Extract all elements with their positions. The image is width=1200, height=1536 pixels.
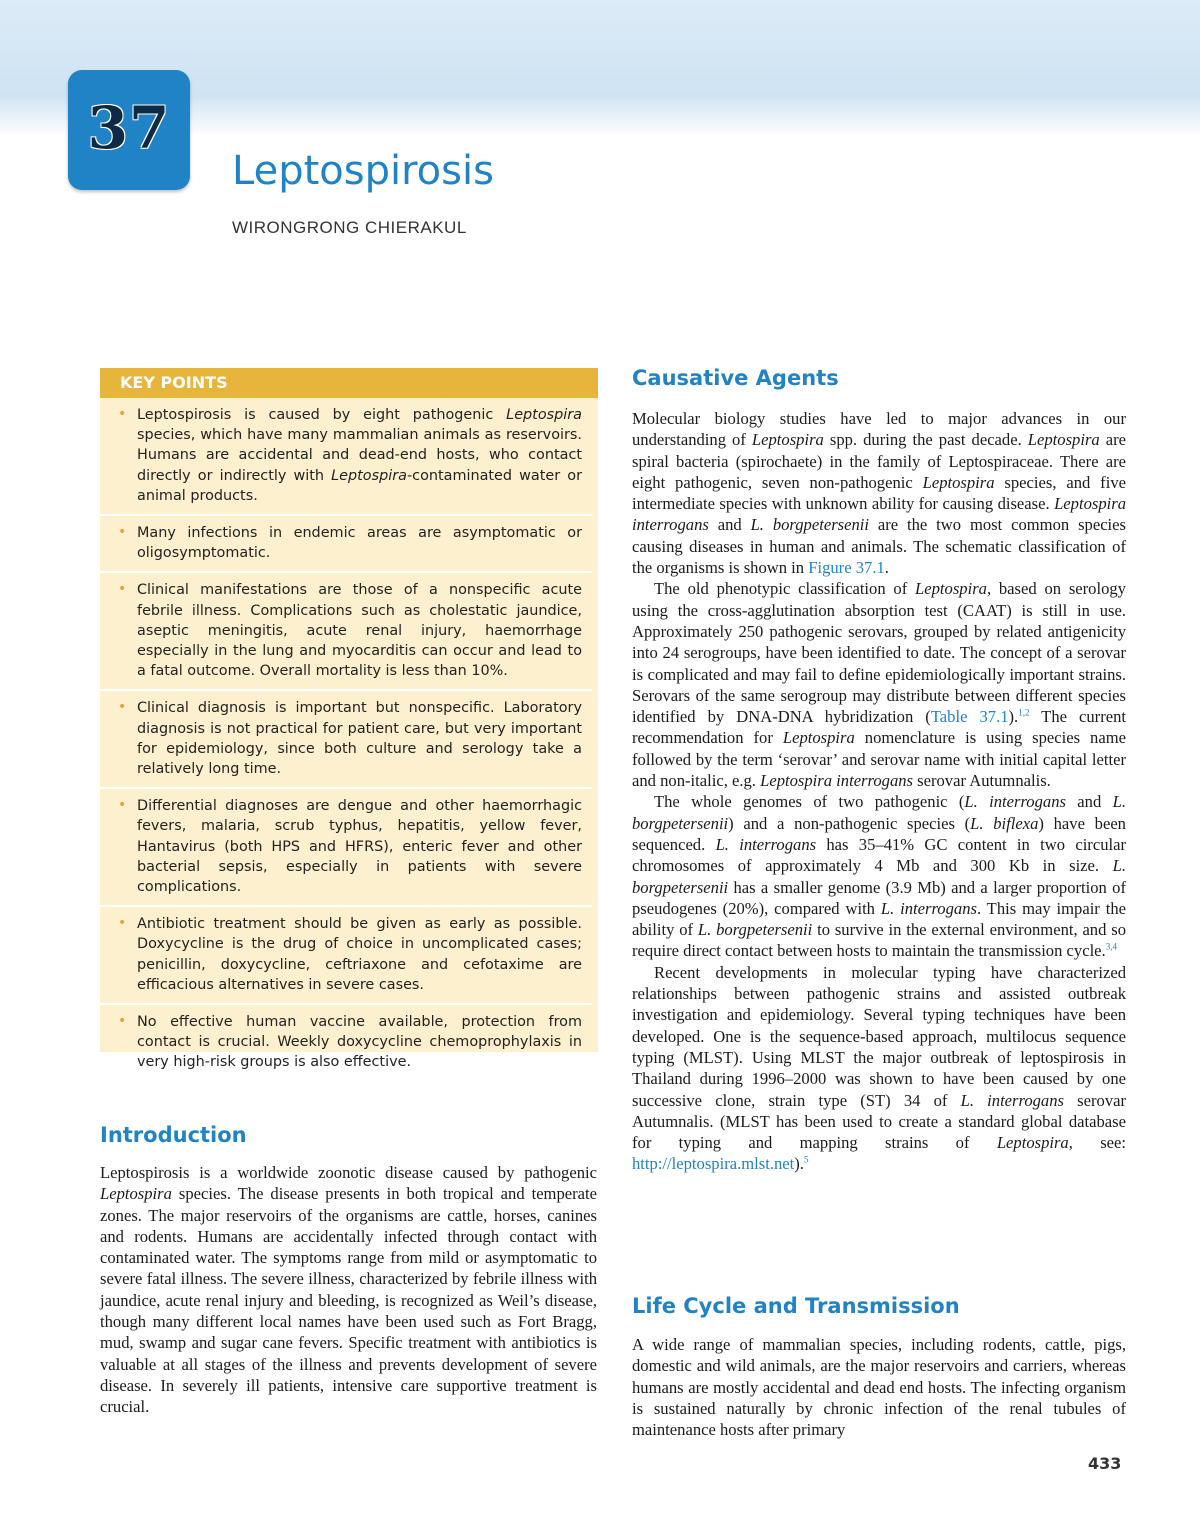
italic-term: L. borgpetersenii (750, 515, 869, 535)
italic-term: Leptospira (922, 472, 995, 492)
italic-term: Leptospira (782, 728, 855, 748)
paragraph: Recent developments in molecular typing have characterized relationships between pathogenic strains and assisted outbreak investigation and epidemiology. Several typing techniques have been developed. One is the sequence-based approach, multilocus sequence typing (MLST). Using MLST the major outbreak of leptospirosis in Thailand during 1996–2000 was shown to have been caused by one successive clone, strain type (ST) 34 of L. interrogans serovar Autumnalis. (MLST has been used to create a standard global database for typing and mapping strains of Leptospira, see: http://leptospira.mlst.net).$^5$ (632, 962, 1127, 1174)
introduction-heading: Introduction (100, 1123, 247, 1147)
key-point-item: • Clinical diagnosis is important but nonspecific. Laboratory diagnosis is not practical for patient care, but very important for epidemiology, since both culture and serology take a relatively long time. (100, 691, 592, 789)
italic-term: Leptospira (915, 579, 987, 599)
cross-reference-link[interactable]: http://leptospira.mlst.net (632, 1154, 795, 1174)
key-points-box (100, 368, 598, 1071)
key-points-heading: KEY POINTS (100, 368, 598, 398)
italic-term: L. interrogans (960, 1090, 1064, 1110)
bullet-icon: • (118, 524, 127, 541)
bullet-icon: • (118, 797, 127, 814)
bullet-icon: • (118, 1013, 127, 1030)
italic-term: L. interrogans (964, 792, 1066, 812)
italic-term: L. interrogans (715, 834, 817, 854)
italic-term: Leptospira (331, 467, 407, 484)
life-cycle-body (632, 1334, 1126, 1440)
causative-agents-heading: Causative Agents (632, 366, 839, 390)
cross-reference-link[interactable]: Table 37.1 (930, 707, 1009, 727)
key-point-item: • Clinical manifestations are those of a nonspecific acute febrile illness. Complications such as cholestatic jaundice, aseptic meningitis, acute renal injury, haemorrhage especially in the lung and myocarditis can occur and lead to a fatal outcome. Overall mortality is less than 10%. (100, 573, 592, 691)
bullet-icon: • (118, 581, 127, 598)
italic-term: L. biflexa (970, 813, 1039, 833)
bullet-icon: • (118, 406, 127, 422)
italic-term: Leptospira interrogans (760, 771, 914, 791)
key-point-item: • Differential diagnoses are dengue and other haemorrhagic fevers, malaria, scrub typhus, hepatitis, yellow fever, Hantavirus (both HPS and HFRS), enteric fever and other bacterial sepsis, especially in patients with severe complications. (100, 789, 592, 907)
key-points-list (100, 398, 598, 1081)
bullet-icon: • (118, 699, 127, 716)
page-number: 433 (1088, 1454, 1122, 1473)
citation-superscript[interactable]: 3,4 (1105, 941, 1117, 952)
chapter-number: 37 (87, 94, 171, 162)
citation-superscript[interactable]: 5 (803, 1154, 809, 1165)
citation-superscript[interactable]: 1,2 (1018, 707, 1030, 718)
italic-term: Leptospira interrogans (632, 494, 1126, 535)
chapter-title: Leptospirosis (232, 148, 494, 194)
key-point-item: • Many infections in endemic areas are asymptomatic or oligosymptomatic. (100, 516, 592, 573)
cross-reference-link[interactable]: Figure 37.1 (808, 558, 885, 578)
italic-term: L. borgpetersenii (632, 792, 1126, 833)
paragraph: A wide range of mammalian species, including rodents, cattle, pigs, domestic and wild animals, are the major reservoirs and carriers, whereas humans are mostly accidental and dead end hosts. The infecting organism is sustained naturally by chronic infection of the renal tubules of maintenance hosts after primary (632, 1335, 1126, 1440)
italic-term: L. borgpetersenii (632, 856, 1126, 897)
bullet-icon: • (118, 915, 127, 932)
italic-term: Leptospira (506, 407, 582, 423)
life-cycle-heading: Life Cycle and Transmission (632, 1294, 960, 1318)
introduction-body (100, 1162, 597, 1418)
italic-term: Leptospira (751, 430, 824, 450)
key-point-item: • Leptospirosis is caused by eight pathogenic Leptospira species, which have many mammalian animals as reservoirs. Humans are accidental and dead-end hosts, who contact directly or indirectly with Leptospira-contaminated water or animal products. (100, 398, 592, 516)
italic-term: L. borgpetersenii (697, 920, 813, 940)
key-point-item: • No effective human vaccine available, protection from contact is crucial. Weekly doxycycline chemoprophylaxis in very high-risk groups is also effective. (118, 1013, 582, 1071)
paragraph: Molecular biology studies have led to major advances in our understanding of Leptospira spp. during the past decade. Leptospira are spiral bacteria (spirochaete) in the family of Leptospiraceae. There are eight pathogenic, seven non-pathogenic Leptospira species, and five intermediate species with unknown ability for causing disease. Leptospira interrogans and L. borgpetersenii are the two most common species causing diseases in human and animals. The schematic classification of the organisms is shown in Figure 37.1. (632, 409, 1126, 578)
italic-term: Leptospira (1027, 430, 1100, 450)
key-point-item: • Antibiotic treatment should be given as early as possible. Doxycycline is the drug of choice in uncomplicated cases; penicillin, doxycycline, ceftriaxone and cefotaxime are efficacious alternatives in severe cases. (100, 907, 592, 1005)
paragraph: The whole genomes of two pathogenic (L. interrogans and L. borgpetersenii) and a non-pathogenic species (L. biflexa) have been sequenced. L. interrogans has 35–41% GC content in two circular chromosomes of approximately 4 Mb and 300 Kb in size. L. borgpetersenii has a smaller genome (3.9 Mb) and a larger proportion of pseudogenes (20%), compared with L. interrogans. This may impair the ability of L. borgpetersenii to survive in the external environment, and so require direct contact between hosts to maintain the transmission cycle.$^{3,4}$ (632, 792, 1126, 961)
author-name: WIRONGRONG CHIERAKUL (232, 218, 467, 237)
paragraph: Leptospirosis is a worldwide zoonotic disease caused by pathogenic Leptospira species. The disease presents in both tropical and temperate zones. The major reservoirs of the organisms are cattle, horses, canines and rodents. Humans are accidentally infected through contact with contaminated water. The symptoms range from mild or asymptomatic to severe fatal illness. The severe illness, characterized by febrile illness with jaundice, acute renal injury and bleeding, is recognized as Weil’s disease, though many different local names have been used such as Fort Bragg, mud, swamp and sugar cane fevers. Specific treatment with antibiotics is valuable at all stages of the illness and prevents development of severe disease. In severely ill patients, intensive care supportive treatment is crucial. (100, 1163, 597, 1417)
italic-term: L. interrogans (880, 898, 977, 918)
italic-term: Leptospira (100, 1184, 172, 1204)
causative-agents-body (632, 408, 1126, 1175)
paragraph: The old phenotypic classification of Leptospira, based on serology using the cross-agglutination absorption test (CAAT) is still in use. Approximately 250 pathogenic serovars, grouped by related antigenicity into 24 serogroups, have been identified to date. The concept of a serovar is complicated and may fail to define epidemiologically important strains. Serovars of the same serogroup may distribute between different species identified by DNA-DNA hybridization (Table 37.1).$^{1,2}$ The current recommendation for Leptospira nomenclature is using species name followed by the term ‘serovar’ and serovar name with initial capital letter and non-italic, e.g. Leptospira interrogans serovar Autumnalis. (632, 579, 1126, 791)
italic-term: Leptospira (996, 1133, 1069, 1153)
chapter-number-badge (68, 70, 190, 190)
